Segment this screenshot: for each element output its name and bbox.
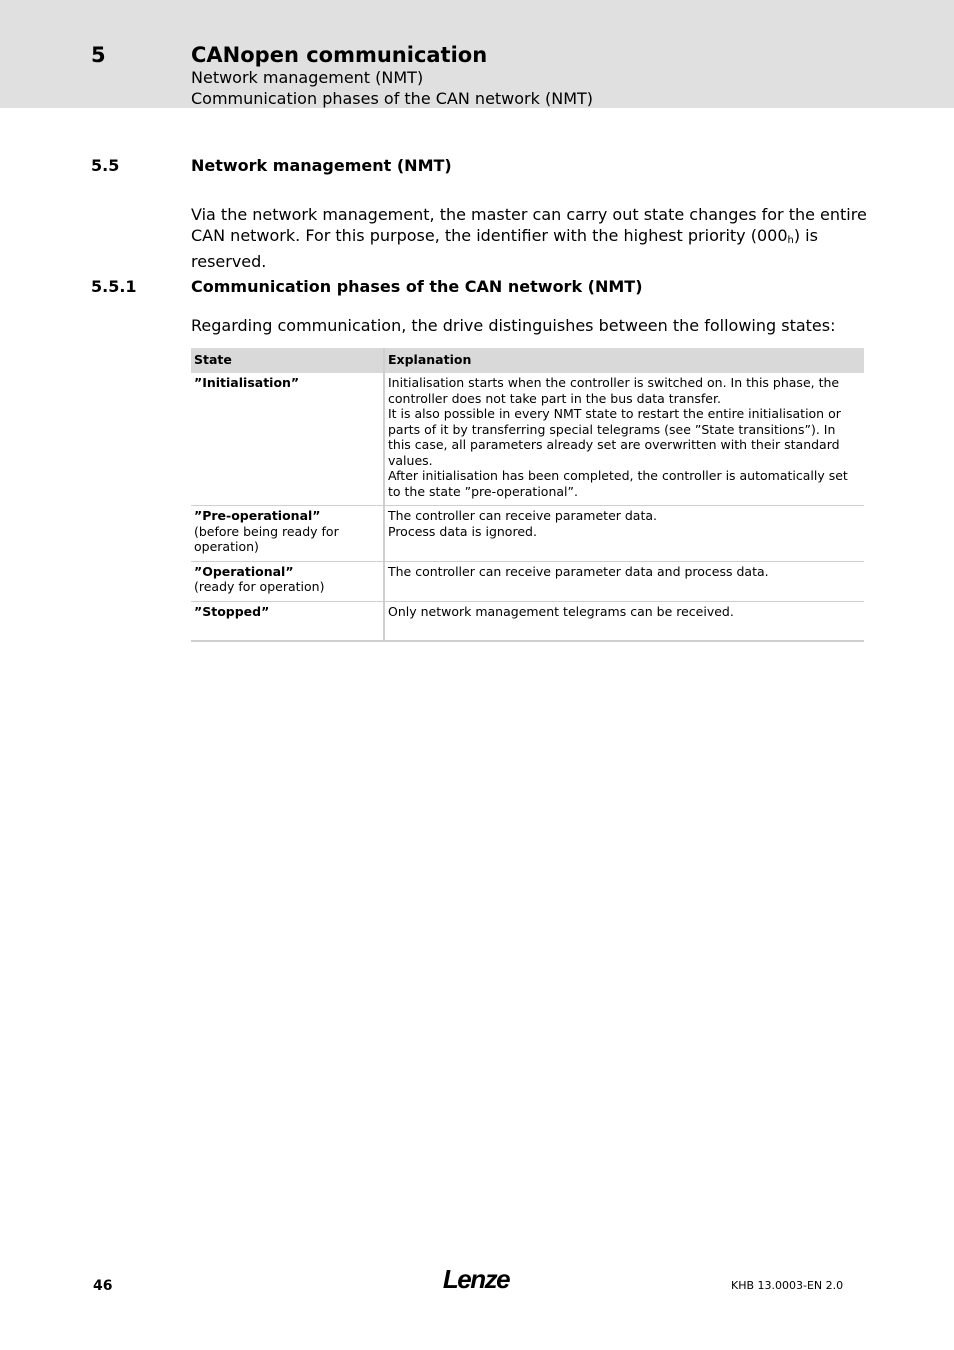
- state-note: (before being ready for operation): [194, 523, 339, 554]
- chapter-number: 5: [91, 43, 106, 67]
- explanation-cell: [384, 373, 864, 506]
- explanation-line: It is also possible in every NMT state to restart the entire initialisation or parts of it by transferring special telegrams (see ”State transitions”). In this case, all parameters already set are overwritten with their standard values.: [388, 406, 841, 468]
- hex-subscript: h: [787, 235, 794, 246]
- state-cell: [191, 601, 384, 641]
- state-name: ”Initialisation”: [194, 375, 300, 390]
- header-explanation: Explanation: [384, 348, 864, 373]
- subsection-intro: Regarding communication, the drive distinguishes between the following states:: [191, 316, 836, 335]
- state-name: ”Operational”: [194, 563, 294, 579]
- explanation-line: Initialisation starts when the controller is switched on. In this phase, the controller does not take part in the bus data transfer.: [388, 375, 840, 406]
- paragraph-text-post: ) is reserved.: [191, 226, 818, 271]
- section-paragraph: [191, 204, 871, 272]
- nmt-states-table: [191, 348, 864, 642]
- table-row: [191, 506, 864, 562]
- state-name: ”Pre-operational”: [194, 508, 321, 523]
- explanation-cell: [384, 506, 864, 562]
- subsection-title: Communication phases of the CAN network (NMT): [191, 277, 643, 296]
- logo-wordmark: Lenze: [442, 1266, 510, 1294]
- explanation-line: The controller can receive parameter data and process data.: [388, 563, 769, 579]
- document-id: KHB 13.0003-EN 2.0: [731, 1279, 844, 1292]
- explanation-line: After initialisation has been completed, the controller is automatically set to the state ”pre-operational”.: [388, 468, 848, 499]
- header-state: State: [191, 348, 384, 373]
- table-header-row: [191, 348, 864, 373]
- explanation-line: Process data is ignored.: [388, 523, 537, 539]
- table-row: [191, 373, 864, 506]
- section-title: Network management (NMT): [191, 156, 452, 175]
- lenze-logo: [436, 1266, 516, 1294]
- subsection-number: 5.5.1: [91, 277, 137, 296]
- page-number: 46: [93, 1278, 113, 1294]
- chapter-title: CANopen communication: [191, 43, 488, 67]
- state-cell: [191, 373, 384, 506]
- explanation-line: Only network management telegrams can be received.: [388, 603, 734, 619]
- state-cell: [191, 561, 384, 601]
- paragraph-text-pre: Via the network management, the master can carry out state changes for the entire CAN network. For this purpose, the identifier with the highest priority (000: [191, 205, 867, 245]
- state-cell: [191, 506, 384, 562]
- state-name: ”Stopped”: [194, 603, 270, 619]
- section-number: 5.5: [91, 156, 120, 175]
- explanation-cell: [384, 601, 864, 641]
- explanation-cell: [384, 561, 864, 601]
- state-note: (ready for operation): [194, 579, 325, 594]
- explanation-line: The controller can receive parameter data.: [388, 508, 658, 523]
- table-row: [191, 561, 864, 601]
- table-row: [191, 601, 864, 641]
- header-subtitle-1: Network management (NMT): [191, 68, 424, 87]
- header-subtitle-2: Communication phases of the CAN network (NMT): [191, 89, 594, 108]
